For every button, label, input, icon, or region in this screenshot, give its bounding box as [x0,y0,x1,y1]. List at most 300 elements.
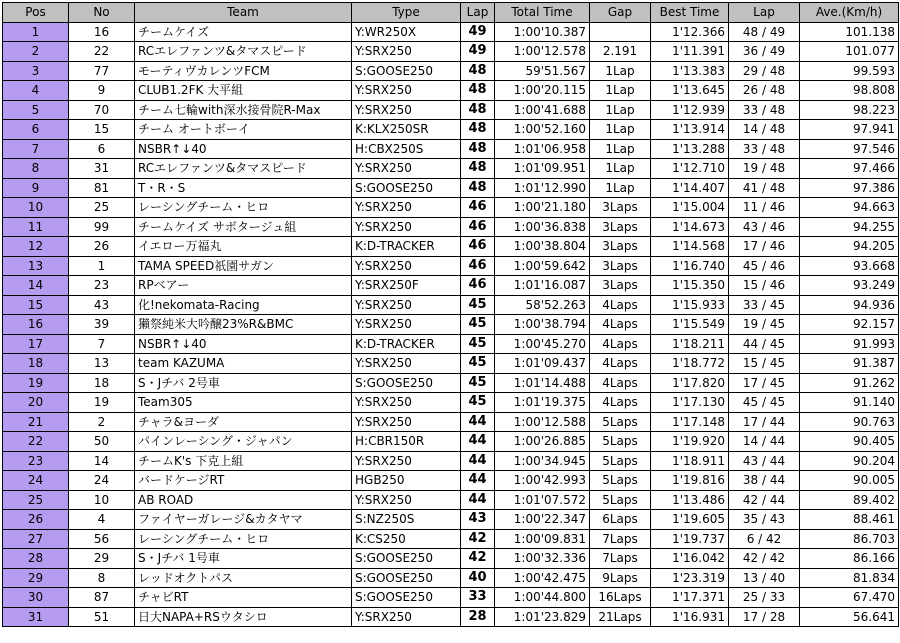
cell-team: レッドオクトパス [135,568,352,588]
cell-best-time: 1'12.710 [651,159,729,179]
table-row [3,159,899,179]
cell-no: 19 [69,393,135,413]
cell-total-time: 1:00'12.588 [495,412,590,432]
cell-average-speed: 94.936 [800,295,899,315]
header-best-time: Best Time [651,3,729,23]
cell-pos: 10 [3,198,69,218]
cell-average-speed: 91.262 [800,373,899,393]
cell-average-speed: 86.703 [800,529,899,549]
cell-average-speed: 97.466 [800,159,899,179]
cell-type: Y:SRX250 [352,100,461,120]
table-row [3,510,899,530]
table-row [3,295,899,315]
cell-lap: 49 [461,22,495,42]
cell-pos: 14 [3,276,69,296]
cell-average-speed: 93.668 [800,256,899,276]
cell-best-time: 1'18.772 [651,354,729,374]
cell-type: Y:SRX250 [352,451,461,471]
cell-no: 4 [69,510,135,530]
cell-no: 9 [69,81,135,101]
cell-average-speed: 101.077 [800,42,899,62]
cell-type: S:GOOSE250 [352,373,461,393]
cell-no: 1 [69,256,135,276]
cell-type: Y:SRX250 [352,295,461,315]
cell-gap: 1Lap [590,139,651,159]
cell-total-time: 1:00'42.475 [495,568,590,588]
table-row [3,237,899,257]
cell-lap: 48 [461,178,495,198]
cell-total-time: 1:00'20.115 [495,81,590,101]
cell-team: team KAZUMA [135,354,352,374]
cell-average-speed: 94.255 [800,217,899,237]
cell-team: チーム七輪with深水接骨院R-Max [135,100,352,120]
cell-lap: 45 [461,315,495,335]
cell-best-lap: 33 / 45 [729,295,800,315]
cell-type: K:KLX250SR [352,120,461,140]
cell-lap: 48 [461,159,495,179]
cell-total-time: 1:00'42.993 [495,471,590,491]
table-row [3,139,899,159]
cell-best-lap: 11 / 46 [729,198,800,218]
cell-best-lap: 13 / 40 [729,568,800,588]
cell-best-time: 1'14.568 [651,237,729,257]
cell-lap: 44 [461,412,495,432]
cell-average-speed: 90.405 [800,432,899,452]
cell-lap: 46 [461,276,495,296]
cell-average-speed: 56.641 [800,607,899,627]
cell-total-time: 1:01'12.990 [495,178,590,198]
cell-best-time: 1'14.407 [651,178,729,198]
cell-lap: 44 [461,432,495,452]
cell-lap: 46 [461,217,495,237]
table-row [3,42,899,62]
cell-average-speed: 97.941 [800,120,899,140]
cell-best-lap: 26 / 48 [729,81,800,101]
cell-best-time: 1'18.211 [651,334,729,354]
cell-best-lap: 45 / 46 [729,256,800,276]
cell-gap: 5Laps [590,432,651,452]
header-lap: Lap [461,3,495,23]
cell-type: Y:SRX250 [352,393,461,413]
cell-best-lap: 15 / 45 [729,354,800,374]
cell-lap: 45 [461,354,495,374]
cell-best-lap: 17 / 28 [729,607,800,627]
header-type: Type [352,3,461,23]
table-row [3,373,899,393]
cell-pos: 16 [3,315,69,335]
cell-pos: 5 [3,100,69,120]
cell-total-time: 1:01'14.488 [495,373,590,393]
table-row [3,412,899,432]
cell-pos: 24 [3,471,69,491]
cell-best-time: 1'12.939 [651,100,729,120]
cell-pos: 3 [3,61,69,81]
cell-pos: 19 [3,373,69,393]
cell-average-speed: 92.157 [800,315,899,335]
cell-type: S:GOOSE250 [352,178,461,198]
cell-no: 25 [69,198,135,218]
cell-gap: 3Laps [590,276,651,296]
cell-no: 15 [69,120,135,140]
cell-best-time: 1'19.920 [651,432,729,452]
cell-pos: 13 [3,256,69,276]
cell-best-lap: 36 / 49 [729,42,800,62]
cell-total-time: 1:00'45.270 [495,334,590,354]
cell-no: 18 [69,373,135,393]
results-table [2,2,899,627]
cell-gap: 3Laps [590,256,651,276]
cell-type: S:GOOSE250 [352,588,461,608]
cell-no: 31 [69,159,135,179]
cell-team: チームケイズ [135,22,352,42]
cell-best-lap: 17 / 45 [729,373,800,393]
cell-total-time: 59'51.567 [495,61,590,81]
cell-gap: 4Laps [590,373,651,393]
cell-best-lap: 45 / 45 [729,393,800,413]
cell-no: 70 [69,100,135,120]
cell-team: T・R・S [135,178,352,198]
cell-gap: 1Lap [590,61,651,81]
cell-best-time: 1'15.350 [651,276,729,296]
cell-total-time: 1:00'10.387 [495,22,590,42]
cell-lap: 43 [461,510,495,530]
cell-best-time: 1'16.931 [651,607,729,627]
cell-lap: 40 [461,568,495,588]
cell-average-speed: 101.138 [800,22,899,42]
cell-pos: 8 [3,159,69,179]
cell-best-lap: 43 / 46 [729,217,800,237]
cell-team: チーム オートボーイ [135,120,352,140]
cell-no: 13 [69,354,135,374]
cell-team: レーシングチーム・ヒロ [135,198,352,218]
table-row [3,120,899,140]
cell-no: 43 [69,295,135,315]
cell-gap: 4Laps [590,334,651,354]
table-row [3,490,899,510]
cell-gap: 7Laps [590,529,651,549]
cell-total-time: 1:00'12.578 [495,42,590,62]
table-row [3,451,899,471]
cell-type: Y:SRX250 [352,315,461,335]
cell-total-time: 1:01'09.951 [495,159,590,179]
cell-pos: 15 [3,295,69,315]
cell-lap: 46 [461,256,495,276]
cell-team: NSBR↑↓40 [135,334,352,354]
cell-best-time: 1'13.288 [651,139,729,159]
cell-pos: 11 [3,217,69,237]
cell-gap: 5Laps [590,490,651,510]
cell-gap: 3Laps [590,217,651,237]
table-row [3,256,899,276]
cell-team: チャラ&ヨーダ [135,412,352,432]
cell-team: レーシングチーム・ヒロ [135,529,352,549]
cell-total-time: 1:00'38.794 [495,315,590,335]
cell-average-speed: 90.204 [800,451,899,471]
cell-gap: 5Laps [590,471,651,491]
cell-pos: 1 [3,22,69,42]
cell-pos: 27 [3,529,69,549]
cell-total-time: 1:00'41.688 [495,100,590,120]
cell-pos: 21 [3,412,69,432]
table-row [3,198,899,218]
cell-best-lap: 42 / 44 [729,490,800,510]
cell-total-time: 1:01'23.829 [495,607,590,627]
cell-best-lap: 14 / 48 [729,120,800,140]
cell-total-time: 1:00'44.800 [495,588,590,608]
cell-total-time: 1:00'09.831 [495,529,590,549]
cell-lap: 46 [461,198,495,218]
cell-average-speed: 97.546 [800,139,899,159]
cell-total-time: 1:00'26.885 [495,432,590,452]
cell-lap: 48 [461,61,495,81]
cell-lap: 42 [461,529,495,549]
cell-no: 8 [69,568,135,588]
cell-total-time: 58'52.263 [495,295,590,315]
table-row [3,393,899,413]
cell-no: 56 [69,529,135,549]
cell-no: 51 [69,607,135,627]
cell-gap: 9Laps [590,568,651,588]
cell-best-lap: 33 / 48 [729,100,800,120]
cell-best-time: 1'17.130 [651,393,729,413]
cell-team: チームK's 下克上組 [135,451,352,471]
cell-best-time: 1'11.391 [651,42,729,62]
cell-best-lap: 17 / 46 [729,237,800,257]
cell-team: Team305 [135,393,352,413]
cell-best-time: 1'19.737 [651,529,729,549]
cell-lap: 28 [461,607,495,627]
table-row [3,471,899,491]
cell-average-speed: 99.593 [800,61,899,81]
cell-no: 77 [69,61,135,81]
cell-average-speed: 98.808 [800,81,899,101]
cell-average-speed: 98.223 [800,100,899,120]
cell-lap: 44 [461,471,495,491]
cell-gap: 2.191 [590,42,651,62]
cell-type: Y:SRX250 [352,607,461,627]
cell-average-speed: 90.005 [800,471,899,491]
cell-type: S:NZ250S [352,510,461,530]
cell-pos: 7 [3,139,69,159]
cell-best-lap: 14 / 44 [729,432,800,452]
cell-type: K:CS250 [352,529,461,549]
table-row [3,81,899,101]
cell-best-lap: 41 / 48 [729,178,800,198]
cell-team: 化!nekomata-Racing [135,295,352,315]
table-row [3,354,899,374]
cell-type: Y:SRX250 [352,198,461,218]
cell-no: 29 [69,549,135,569]
cell-gap: 6Laps [590,510,651,530]
cell-best-time: 1'13.645 [651,81,729,101]
cell-total-time: 1:01'06.958 [495,139,590,159]
cell-best-lap: 6 / 42 [729,529,800,549]
cell-lap: 48 [461,139,495,159]
cell-average-speed: 93.249 [800,276,899,296]
cell-gap [590,22,651,42]
cell-type: S:GOOSE250 [352,549,461,569]
cell-lap: 33 [461,588,495,608]
header-total-time: Total Time [495,3,590,23]
cell-pos: 22 [3,432,69,452]
cell-type: Y:SRX250F [352,276,461,296]
cell-type: Y:SRX250 [352,42,461,62]
cell-gap: 4Laps [590,354,651,374]
cell-total-time: 1:01'19.375 [495,393,590,413]
cell-team: モーティヴカレンツFCM [135,61,352,81]
cell-type: Y:SRX250 [352,354,461,374]
cell-team: TAMA SPEED祇園サガン [135,256,352,276]
cell-pos: 17 [3,334,69,354]
cell-average-speed: 94.205 [800,237,899,257]
cell-average-speed: 81.834 [800,568,899,588]
cell-gap: 16Laps [590,588,651,608]
cell-team: チャビRT [135,588,352,608]
cell-type: S:GOOSE250 [352,61,461,81]
cell-team: RPベアー [135,276,352,296]
header-gap: Gap [590,3,651,23]
cell-team: RCエレファンツ&タマスピード [135,159,352,179]
cell-pos: 29 [3,568,69,588]
cell-gap: 4Laps [590,295,651,315]
cell-type: Y:SRX250 [352,256,461,276]
header-row [3,3,899,23]
cell-gap: 1Lap [590,178,651,198]
cell-team: CLUB1.2FK 大平組 [135,81,352,101]
cell-best-lap: 25 / 33 [729,588,800,608]
cell-no: 39 [69,315,135,335]
cell-gap: 21Laps [590,607,651,627]
cell-best-lap: 42 / 42 [729,549,800,569]
table-row [3,315,899,335]
table-row [3,276,899,296]
cell-average-speed: 90.763 [800,412,899,432]
cell-best-time: 1'17.371 [651,588,729,608]
cell-team: AB ROAD [135,490,352,510]
header-best-lap: Lap [729,3,800,23]
cell-no: 6 [69,139,135,159]
cell-type: Y:WR250X [352,22,461,42]
cell-pos: 4 [3,81,69,101]
cell-average-speed: 97.386 [800,178,899,198]
cell-no: 99 [69,217,135,237]
cell-gap: 1Lap [590,81,651,101]
cell-team: RCエレファンツ&タマスピード [135,42,352,62]
cell-best-time: 1'13.914 [651,120,729,140]
cell-pos: 18 [3,354,69,374]
cell-type: Y:SRX250 [352,217,461,237]
cell-lap: 44 [461,451,495,471]
cell-lap: 48 [461,81,495,101]
cell-no: 22 [69,42,135,62]
cell-no: 7 [69,334,135,354]
cell-total-time: 1:01'07.572 [495,490,590,510]
table-row [3,178,899,198]
cell-total-time: 1:01'16.087 [495,276,590,296]
table-row [3,588,899,608]
cell-team: NSBR↑↓40 [135,139,352,159]
cell-lap: 48 [461,100,495,120]
cell-type: H:CBX250S [352,139,461,159]
cell-lap: 44 [461,490,495,510]
cell-lap: 42 [461,549,495,569]
cell-team: パインレーシング・ジャパン [135,432,352,452]
cell-team: S・Jチバ 1号車 [135,549,352,569]
table-row [3,549,899,569]
cell-lap: 49 [461,42,495,62]
cell-total-time: 1:00'59.642 [495,256,590,276]
cell-pos: 2 [3,42,69,62]
cell-gap: 5Laps [590,451,651,471]
cell-no: 87 [69,588,135,608]
cell-no: 2 [69,412,135,432]
cell-no: 81 [69,178,135,198]
cell-best-time: 1'16.740 [651,256,729,276]
cell-type: Y:SRX250 [352,490,461,510]
cell-average-speed: 88.461 [800,510,899,530]
cell-type: Y:SRX250 [352,412,461,432]
cell-total-time: 1:00'21.180 [495,198,590,218]
cell-team: 日大NAPA+RSウタシロ [135,607,352,627]
cell-best-time: 1'17.820 [651,373,729,393]
cell-team: バードケージRT [135,471,352,491]
cell-pos: 25 [3,490,69,510]
header-average-speed: Ave.(Km/h) [800,3,899,23]
cell-pos: 6 [3,120,69,140]
cell-type: K:D-TRACKER [352,334,461,354]
cell-pos: 31 [3,607,69,627]
cell-no: 50 [69,432,135,452]
cell-no: 24 [69,471,135,491]
cell-best-time: 1'15.004 [651,198,729,218]
cell-gap: 7Laps [590,549,651,569]
cell-average-speed: 94.663 [800,198,899,218]
cell-best-time: 1'14.673 [651,217,729,237]
table-row [3,432,899,452]
cell-pos: 9 [3,178,69,198]
cell-best-time: 1'19.816 [651,471,729,491]
cell-best-time: 1'18.911 [651,451,729,471]
cell-best-time: 1'19.605 [651,510,729,530]
cell-no: 26 [69,237,135,257]
cell-best-lap: 38 / 44 [729,471,800,491]
cell-average-speed: 67.470 [800,588,899,608]
cell-best-time: 1'15.549 [651,315,729,335]
cell-team: チームケイズ サボタージュ組 [135,217,352,237]
cell-team: イエロー万福丸 [135,237,352,257]
table-row [3,100,899,120]
cell-best-lap: 19 / 45 [729,315,800,335]
cell-gap: 1Lap [590,100,651,120]
cell-best-lap: 29 / 48 [729,61,800,81]
table-row [3,22,899,42]
cell-best-lap: 43 / 44 [729,451,800,471]
cell-best-lap: 17 / 44 [729,412,800,432]
cell-gap: 1Lap [590,159,651,179]
table-row [3,217,899,237]
cell-team: S・Jチバ 2号車 [135,373,352,393]
table-row [3,61,899,81]
cell-average-speed: 91.387 [800,354,899,374]
cell-pos: 23 [3,451,69,471]
cell-type: Y:SRX250 [352,159,461,179]
cell-lap: 45 [461,295,495,315]
cell-type: S:GOOSE250 [352,568,461,588]
cell-average-speed: 91.140 [800,393,899,413]
cell-total-time: 1:00'52.160 [495,120,590,140]
cell-type: Y:SRX250 [352,81,461,101]
cell-no: 14 [69,451,135,471]
